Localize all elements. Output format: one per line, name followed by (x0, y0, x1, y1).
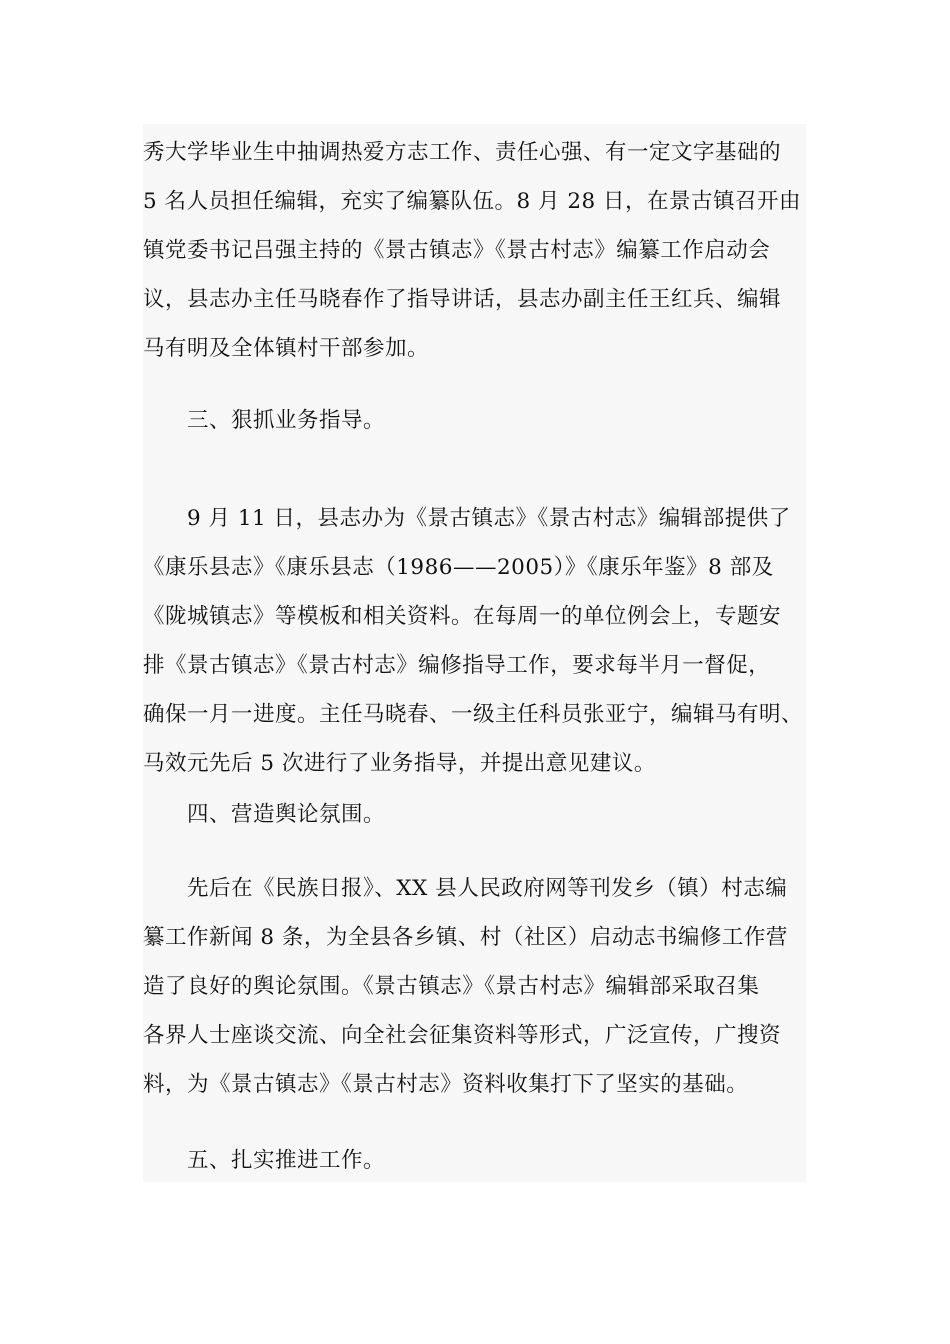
text-line: 《康乐县志》《康乐县志（1986——2005）》《康乐年鉴》8 部及 (143, 555, 774, 580)
text-line: 议，县志办主任马晓春作了指导讲话，县志办副主任王红兵、编辑 (143, 287, 782, 312)
section-heading-3 (143, 396, 806, 445)
text-line: 镇党委书记吕强主持的《景古镇志》《景古村志》编纂工作启动会 (143, 238, 771, 263)
text-line: 马效元先后 5 次进行了业务指导，并提出意见建议。 (143, 751, 656, 776)
section-heading-4 (143, 790, 806, 839)
heading-text: 三、狠抓业务指导。 (187, 408, 386, 433)
text-line: 马有明及全体镇村干部参加。 (143, 336, 430, 361)
paragraph-guidance (143, 494, 806, 788)
text-line: 排《景古镇志》《景古村志》编修指导工作，要求每半月一督促， (143, 653, 771, 678)
text-line: 确保一月一进度。主任马晓春、一级主任科员张亚宁，编辑马有明、 (143, 702, 804, 727)
text-line: 9 月 11 日，县志办为《景古镇志》《景古村志》编辑部提供了 (187, 506, 791, 531)
text-line: 造了良好的舆论氛围。《景古镇志》《景古村志》编辑部采取召集 (143, 974, 760, 999)
text-line: 《陇城镇志》等模板和相关资料。在每周一的单位例会上，专题安 (143, 604, 782, 629)
text-line: 各界人士座谈交流、向全社会征集资料等形式，广泛宣传，广搜资 (143, 1023, 782, 1048)
paragraph-recruitment (143, 128, 806, 373)
text-line: 纂工作新闻 8 条，为全县各乡镇、村（社区）启动志书编修工作营 (143, 925, 788, 950)
section-heading-5 (143, 1136, 806, 1185)
paragraph-publicity (143, 864, 806, 1109)
text-line: 先后在《民族日报》、XX 县人民政府网等刊发乡（镇）村志编 (187, 876, 788, 901)
heading-text: 四、营造舆论氛围。 (187, 802, 386, 827)
text-line: 料，为《景古镇志》《景古村志》资料收集打下了坚实的基础。 (143, 1072, 749, 1097)
heading-text: 五、扎实推进工作。 (187, 1148, 386, 1173)
text-line: 秀大学毕业生中抽调热爱方志工作、责任心强、有一定文字基础的 (143, 140, 782, 165)
document-text-block (143, 124, 806, 1182)
text-line: 5 名人员担任编辑，充实了编纂队伍。8 月 28 日，在景古镇召开由 (143, 189, 802, 214)
